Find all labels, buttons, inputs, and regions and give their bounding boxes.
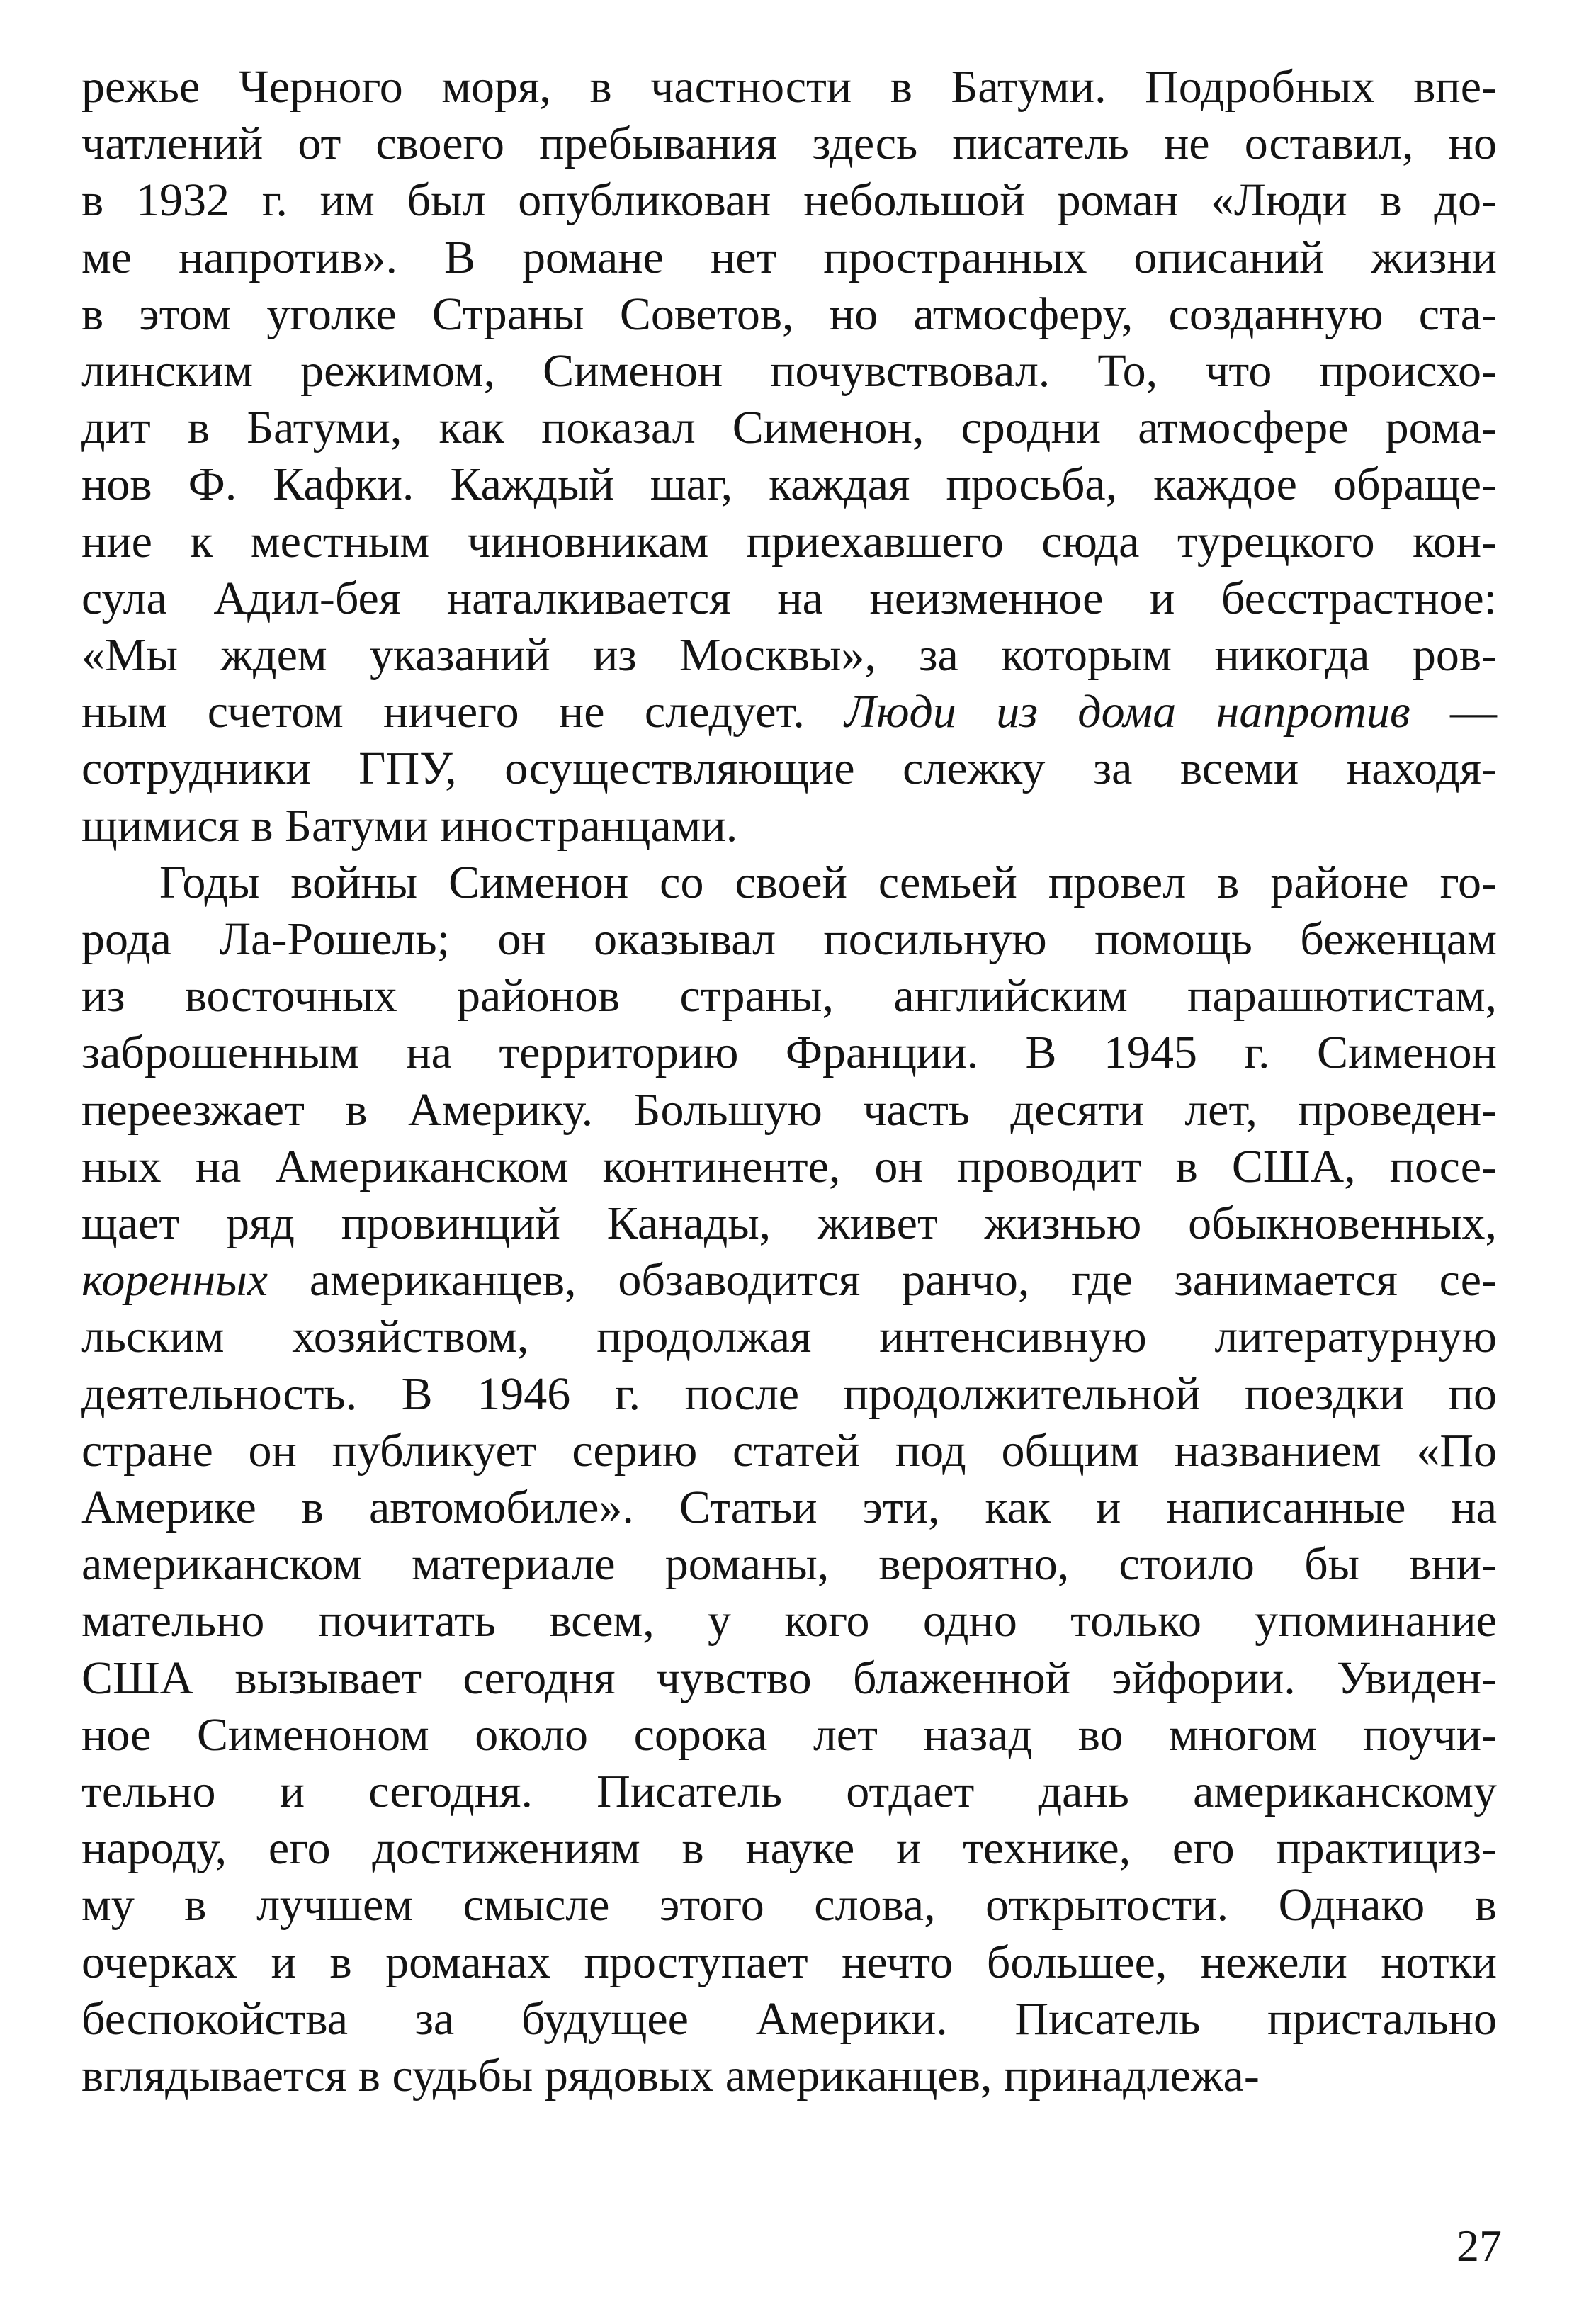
text-line [81, 2048, 1497, 2104]
text-segment: «Мы ждем указаний из Москвы», за которым никогда ров- [81, 629, 1497, 681]
text-segment: в 1932 г. им был опубликован небольшой роман «Люди в до- [81, 174, 1497, 227]
italic-phrase: коренных [81, 1254, 268, 1307]
text-line [81, 1082, 1497, 1139]
text-line [81, 1934, 1497, 1991]
text-line [159, 854, 1497, 911]
text-segment: переезжает в Америку. Большую часть десяти лет, проведен- [81, 1083, 1497, 1136]
text-segment: ние к местным чиновникам приехавшего сюда турецкого кон- [81, 515, 1497, 568]
text-segment: сула Адил-бея наталкивается на неизменное и бесстрастное: [81, 572, 1497, 624]
text-line [81, 1366, 1497, 1423]
text-segment: чатлений от своего пребывания здесь писатель не оставил, но [81, 118, 1497, 170]
text-segment: США вызывает сегодня чувство блаженной эйфории. Увиден- [81, 1652, 1497, 1704]
text-line [81, 1877, 1497, 1934]
text-line [81, 798, 1497, 854]
italic-phrase: Люди из дома напротив [844, 686, 1410, 738]
text-segment: линским режимом, Сименон почувствовал. То, что происхо- [81, 345, 1497, 397]
text-segment: щимися в Батуми иностранцами. [81, 799, 738, 852]
text-line [81, 115, 1497, 172]
text-line [81, 1195, 1497, 1252]
text-segment: заброшенным на территорию Франции. В 1945 г. Сименон [81, 1027, 1497, 1079]
text-segment: вглядывается в судьбы рядовых американцев, принадлежа- [81, 2050, 1260, 2102]
text-line [81, 1764, 1497, 1820]
text-segment: щает ряд провинций Канады, живет жизнью обыкновенных, [81, 1197, 1497, 1249]
text-segment: нов Ф. Кафки. Каждый шаг, каждая просьба, каждое обраще- [81, 458, 1497, 511]
text-line [81, 1593, 1497, 1649]
text-line [81, 1139, 1497, 1195]
text-line [81, 570, 1497, 627]
text-segment: му в лучшем смысле этого слова, открытости. Однако в [81, 1879, 1497, 1931]
text-line [81, 1707, 1497, 1764]
text-segment: ное Сименоном около сорока лет назад во многом поучи- [81, 1708, 1497, 1761]
text-segment: американцев, обзаводится ранчо, где занимается се- [268, 1254, 1497, 1307]
text-line [81, 59, 1497, 115]
text-segment: мательно почитать всем, у кого одно только упоминание [81, 1595, 1497, 1647]
text-line [81, 1479, 1497, 1536]
text-segment: из восточных районов страны, английским парашютистам, [81, 970, 1497, 1022]
text-segment: ных на Американском континенте, он проводит в США, посе- [81, 1140, 1497, 1192]
text-line [81, 968, 1497, 1025]
text-segment: ным счетом ничего не следует. [81, 686, 845, 738]
text-line [81, 456, 1497, 513]
text-segment: сотрудники ГПУ, осуществляющие слежку за всеми находя- [81, 743, 1497, 795]
text-segment: режье Черного моря, в частности в Батуми. Подробных впе- [81, 61, 1497, 113]
text-line [81, 1025, 1497, 1081]
page-number: 27 [1456, 2221, 1502, 2271]
text-segment: дит в Батуми, как показал Сименон, сродни атмосфере рома- [81, 402, 1497, 454]
text-segment: беспокойства за будущее Америки. Писатель пристально [81, 1992, 1497, 2045]
text-segment: в этом уголке Страны Советов, но атмосферу, созданную ста- [81, 288, 1497, 340]
text-line [81, 343, 1497, 400]
text-segment: рода Ла-Рошель; он оказывал посильную помощь беженцам [81, 913, 1497, 965]
text-segment: тельно и сегодня. Писатель отдает дань американскому [81, 1766, 1497, 1817]
text-line [81, 230, 1497, 286]
text-segment: деятельность. В 1946 г. после продолжительной поездки по [81, 1367, 1497, 1420]
text-line [81, 1650, 1497, 1707]
text-line [81, 1423, 1497, 1479]
text-segment: льским хозяйством, продолжая интенсивную литературную [81, 1311, 1497, 1363]
text-line [81, 1309, 1497, 1365]
text-line [81, 400, 1497, 456]
text-line [81, 1991, 1497, 2048]
text-line [81, 1252, 1497, 1309]
text-line [81, 684, 1497, 740]
text-segment: стране он публикует серию статей под общим названием «По [81, 1424, 1497, 1477]
text-segment: народу, его достижениям в науке и технике, его практициз- [81, 1822, 1497, 1875]
text-line [81, 286, 1497, 343]
text-segment: Америке в автомобиле». Статьи эти, как и написанные на [81, 1482, 1497, 1533]
text-line [81, 627, 1497, 684]
text-line [81, 172, 1497, 229]
text-line [81, 740, 1497, 797]
text-line [81, 1820, 1497, 1877]
text-line [81, 514, 1497, 570]
text-segment: американском материале романы, вероятно, стоило бы вни- [81, 1538, 1497, 1591]
text-segment: Годы войны Сименон со своей семьей провел в районе го- [159, 856, 1497, 908]
text-segment: очерках и в романах проступает нечто большее, нежели нотки [81, 1936, 1497, 1988]
text-line [81, 911, 1497, 968]
text-line [81, 1536, 1497, 1593]
text-segment: — [1410, 686, 1498, 738]
text-segment: ме напротив». В романе нет пространных описаний жизни [81, 231, 1497, 283]
